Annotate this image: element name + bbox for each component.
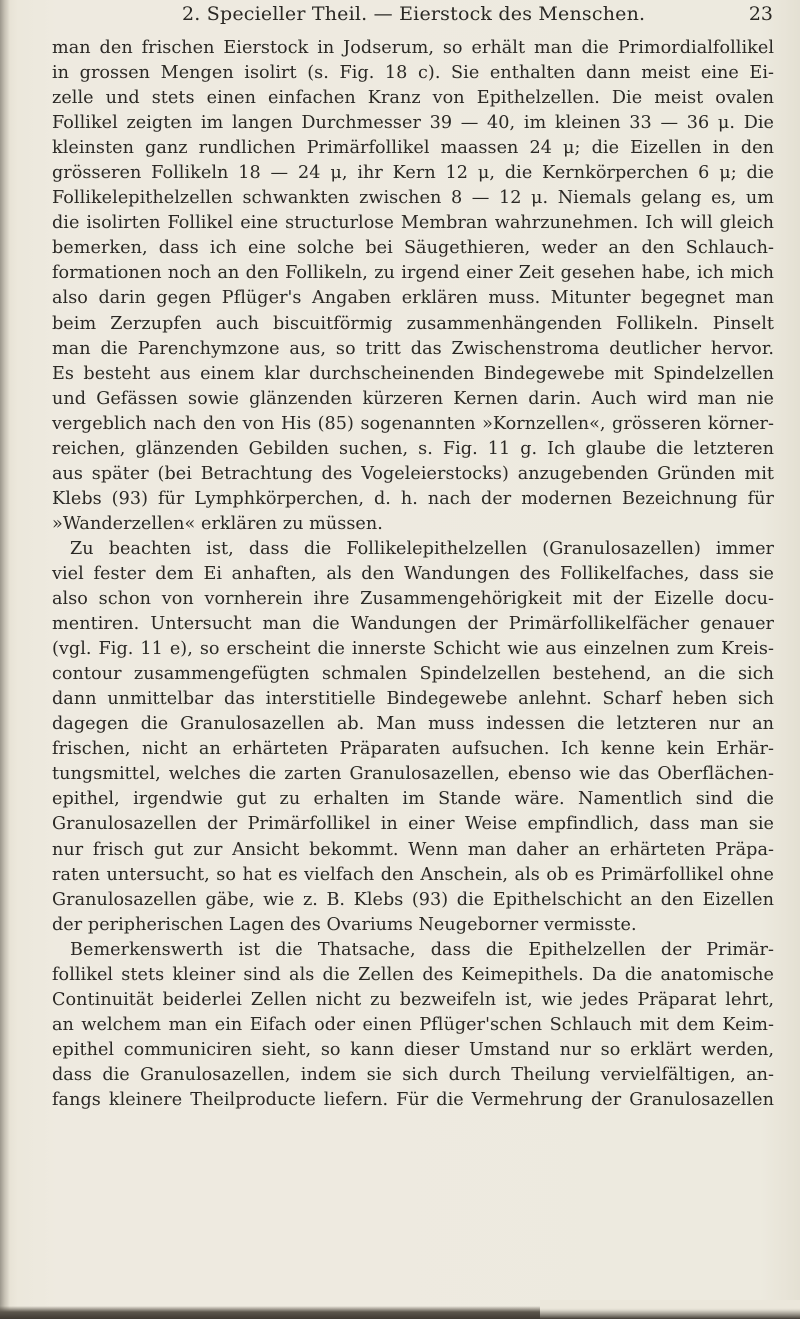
text-line: follikel stets kleiner sind als die Zellen des Keimepithels. Da die anatomische (52, 964, 774, 985)
text-line: Granulosazellen gäbe, wie z. B. Klebs (93) die Epithelschicht an den Eizellen (52, 889, 774, 910)
text-line: Follikelepithelzellen schwankten zwischen 8 — 12 μ. Niemals gelang es, um (52, 188, 774, 209)
text-line: vergeblich nach den von His (85) sogenannten »Kornzellen«, grösseren körner- (52, 413, 774, 434)
text-line: formationen noch an den Follikeln, zu irgend einer Zeit gesehen habe, ich mich (52, 263, 774, 284)
text-line: Klebs (93) für Lymphkörperchen, d. h. nach der modernen Bezeichnung für (52, 488, 774, 509)
page-number: 23 (748, 3, 773, 25)
text-line: epithel communiciren sieht, so kann dieser Umstand nur so erklärt werden, (52, 1039, 774, 1060)
text-line: bemerken, dass ich eine solche bei Säugethieren, weder an den Schlauch- (52, 238, 774, 259)
text-line: beim Zerzupfen auch biscuitförmig zusammenhängenden Follikeln. Pinselt (52, 313, 774, 334)
text-line: man die Parenchymzone aus, so tritt das Zwischenstroma deutlicher hervor. (52, 338, 774, 359)
text-line: Follikel zeigten im langen Durchmesser 39 — 40, im kleinen 33 — 36 μ. Die (52, 113, 774, 134)
text-line: kleinsten ganz rundlichen Primärfollikel maassen 24 μ; die Eizellen in den (52, 138, 774, 159)
binding-shadow (0, 0, 10, 1319)
text-line: also schon von vornherein ihre Zusammengehörigkeit mit der Eizelle docu- (52, 589, 774, 610)
text-line: (vgl. Fig. 11 e), so erscheint die innerste Schicht wie aus einzelnen zum Kreis- (52, 639, 774, 660)
text-line: contour zusammengefügten schmalen Spindelzellen bestehend, an die sich (52, 664, 774, 685)
text-line: reichen, glänzenden Gebilden suchen, s. Fig. 11 g. Ich glaube die letzteren (52, 438, 774, 459)
text-line: man den frischen Eierstock in Jodserum, so erhält man die Primordialfollikel (52, 38, 774, 58)
text-line: aus später (bei Betrachtung des Vogeleierstocks) anzugebenden Gründen mit (52, 463, 774, 484)
text-line: epithel, irgendwie gut zu erhalten im Stande wäre. Namentlich sind die (52, 789, 774, 810)
text-line: fangs kleinere Theilproducte liefern. Für die Vermehrung der Granulosazellen (52, 1089, 774, 1110)
text-line: und Gefässen sowie glänzenden kürzeren Kernen darin. Auch wird man nie (52, 388, 774, 409)
text-line: zelle und stets einen einfachen Kranz von Epithelzellen. Die meist ovalen (52, 88, 774, 109)
text-line: tungsmittel, welches die zarten Granulosazellen, ebenso wie das Oberflächen- (52, 764, 774, 785)
text-line: Bemerkenswerth ist die Thatsache, dass die Epithelzellen der Primär- (70, 939, 774, 960)
text-line: grösseren Follikeln 18 — 24 μ, ihr Kern 12 μ, die Kernkörperchen 6 μ; die (52, 163, 774, 184)
text-line: viel fester dem Ei anhaften, als den Wandungen des Follikelfaches, dass sie (52, 563, 774, 584)
text-line: Granulosazellen der Primärfollikel in einer Weise empfindlich, dass man sie (52, 814, 774, 835)
page-header (0, 3, 800, 31)
text-line: raten untersucht, so hat es vielfach den Anschein, als ob es Primärfollikel ohne (52, 864, 774, 885)
text-line: Zu beachten ist, dass die Follikelepithelzellen (Granulosazellen) immer (70, 538, 774, 559)
text-line: dagegen die Granulosazellen ab. Man muss indessen die letzteren nur an (52, 714, 774, 735)
text-line: der peripherischen Lagen des Ovariums Neugeborner vermisste. (52, 914, 637, 935)
text-line: Continuität beiderlei Zellen nicht zu bezweifeln ist, wie jedes Präparat lehrt, (52, 989, 774, 1010)
text-line: Es besteht aus einem klar durchscheinenden Bindegewebe mit Spindelzellen (52, 363, 774, 384)
text-line: dann unmittelbar das interstitielle Bindegewebe anlehnt. Scharf heben sich (52, 689, 774, 710)
text-line: »Wanderzellen« erklären zu müssen. (52, 513, 383, 534)
text-line: mentiren. Untersucht man die Wandungen der Primärfollikelfächer genauer (52, 614, 774, 635)
text-line: in grossen Mengen isolirt (s. Fig. 18 c). Sie enthalten dann meist eine Ei- (52, 63, 774, 84)
text-line: also darin gegen Pflüger's Angaben erklären muss. Mitunter begegnet man (52, 288, 774, 309)
text-line: die isolirten Follikel eine structurlose Membran wahrzunehmen. Ich will gleich (52, 213, 774, 234)
running-title: 2. Specieller Theil. — Eierstock des Menschen. (182, 3, 646, 25)
text-line: nur frisch gut zur Ansicht bekommt. Wenn man daher an erhärteten Präpa- (52, 839, 774, 860)
body-text (52, 36, 774, 1113)
text-line: an welchem man ein Eifach oder einen Pflüger'schen Schlauch mit dem Keim- (52, 1014, 774, 1035)
text-line: frischen, nicht an erhärteten Präparaten aufsuchen. Ich kenne kein Erhär- (52, 739, 774, 760)
page-bottom-edge-fade (540, 1300, 800, 1319)
text-line: dass die Granulosazellen, indem sie sich durch Theilung vervielfältigen, an- (52, 1064, 774, 1085)
